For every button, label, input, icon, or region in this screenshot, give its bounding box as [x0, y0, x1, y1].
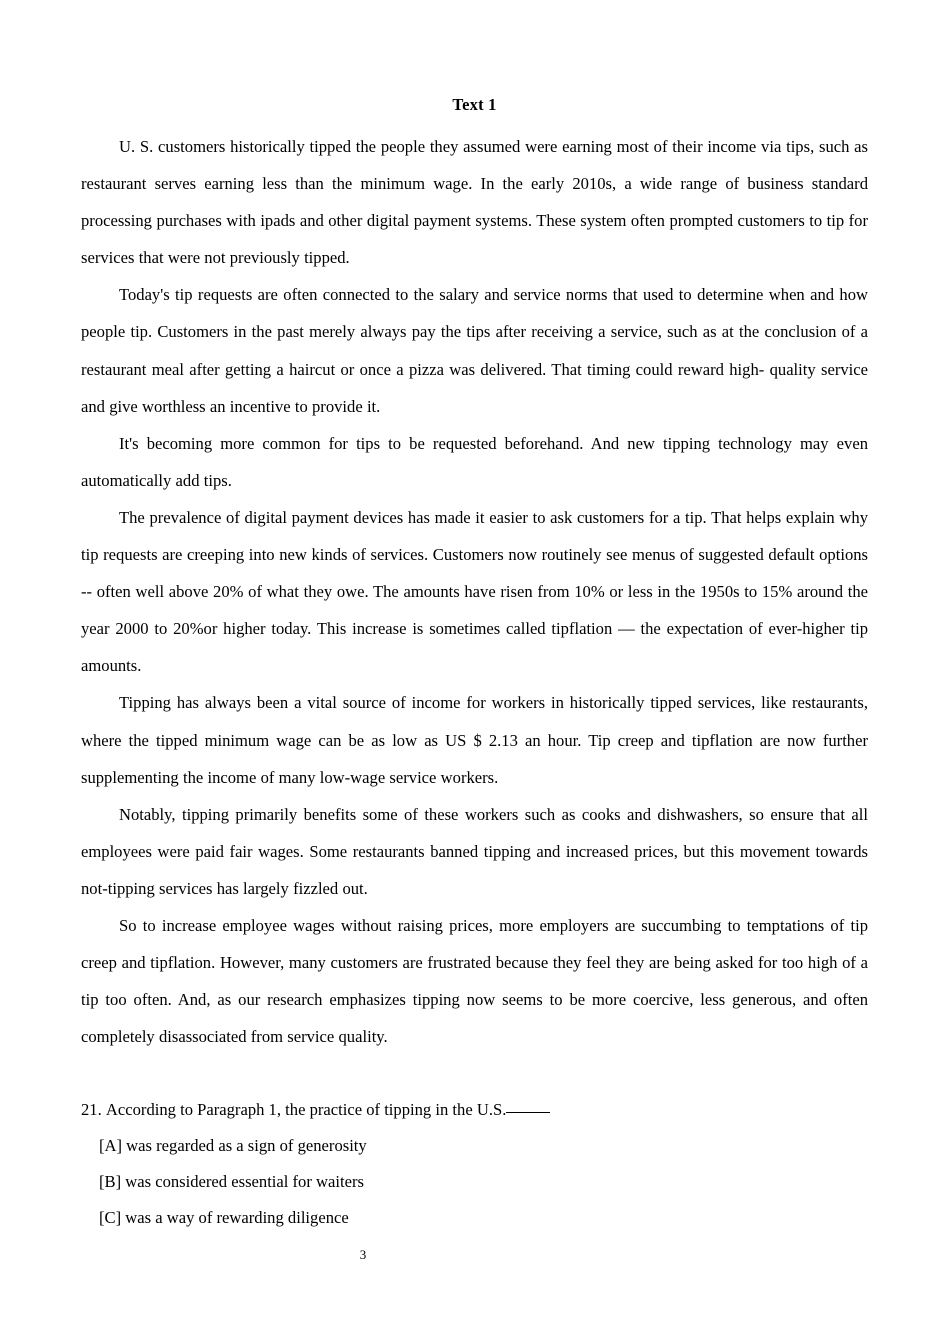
passage-paragraph-6: Notably, tipping primarily benefits some of these workers such as cooks and dishwashers, so ensure that all employees were paid fair wages. Some restaurants banned tipping and increased prices, but this movement towards not-tipping services has largely fizzled out. — [81, 804, 868, 898]
page-number-footer: 3 — [359, 1247, 367, 1262]
answer-blank-underline[interactable] — [506, 1112, 550, 1113]
passage-paragraph-5: Tipping has always been a vital source of income for workers in historically tipped services, like restaurants, where the tipped minimum wage can be as low as US $ 2.13 an hour. Tip creep and tipflation are now further supplementing the income of many low-wage service workers. — [81, 693, 868, 787]
answer-option-c[interactable]: [C] was a way of rewarding diligence — [99, 1208, 349, 1228]
passage-paragraph-1: U. S. customers historically tipped the people they assumed were earning most of their income via tips, such as restaurant serves earning less than the minimum wage. In the early 2010s, a wide range of business standard processing purchases with ipads and other digital payment systems. These system often prompted customers to tip for services that were not previously tipped. — [81, 137, 868, 268]
passage-paragraph-4: The prevalence of digital payment devices has made it easier to ask customers for a tip. That helps explain why tip requests are creeping into new kinds of services. Customers now routinely see menus of suggested default options -- often well above 20% of what they owe. The amounts have risen from 10% or less in the 1950s to 15% around the year 2000 to 20%or higher today. This increase is sometimes called tipflation — the expectation of ever-higher tip amounts. — [81, 507, 868, 676]
page-content — [81, 90, 868, 1236]
question-stem-line — [81, 1092, 868, 1128]
passage-paragraph-7: So to increase employee wages without raising prices, more employers are succumbing to temptations of tip creep and tipflation. However, many customers are frustrated because they feel they are being asked for too high of a tip too often. And, as our research emphasizes tipping now seems to be more coercive, less generous, and often completely disassociated from service quality. — [81, 915, 868, 1047]
page-title: Text 1 — [452, 95, 497, 114]
answer-options-list — [81, 1128, 868, 1236]
answer-option-a[interactable]: [A] was regarded as a sign of generosity — [99, 1136, 367, 1156]
passage-paragraph-2: Today's tip requests are often connected to the salary and service norms that used to determine when and how people tip. Customers in the past merely always pay the tips after receiving a service, such as at the conclusion of a restaurant meal after getting a haircut or once a pizza was delivered. That timing could reward high- quality service and give worthless an incentive to provide it. — [81, 285, 868, 416]
passage-paragraph-3: It's becoming more common for tips to be requested beforehand. And new tipping technology may even automatically add tips. — [81, 433, 868, 490]
question-stem-text: According to Paragraph 1, the practice of tipping in the U.S. — [105, 1100, 507, 1120]
question-number: 21. — [81, 1100, 102, 1120]
answer-option-b[interactable]: [B] was considered essential for waiters — [99, 1172, 364, 1192]
question-block — [81, 1092, 868, 1236]
